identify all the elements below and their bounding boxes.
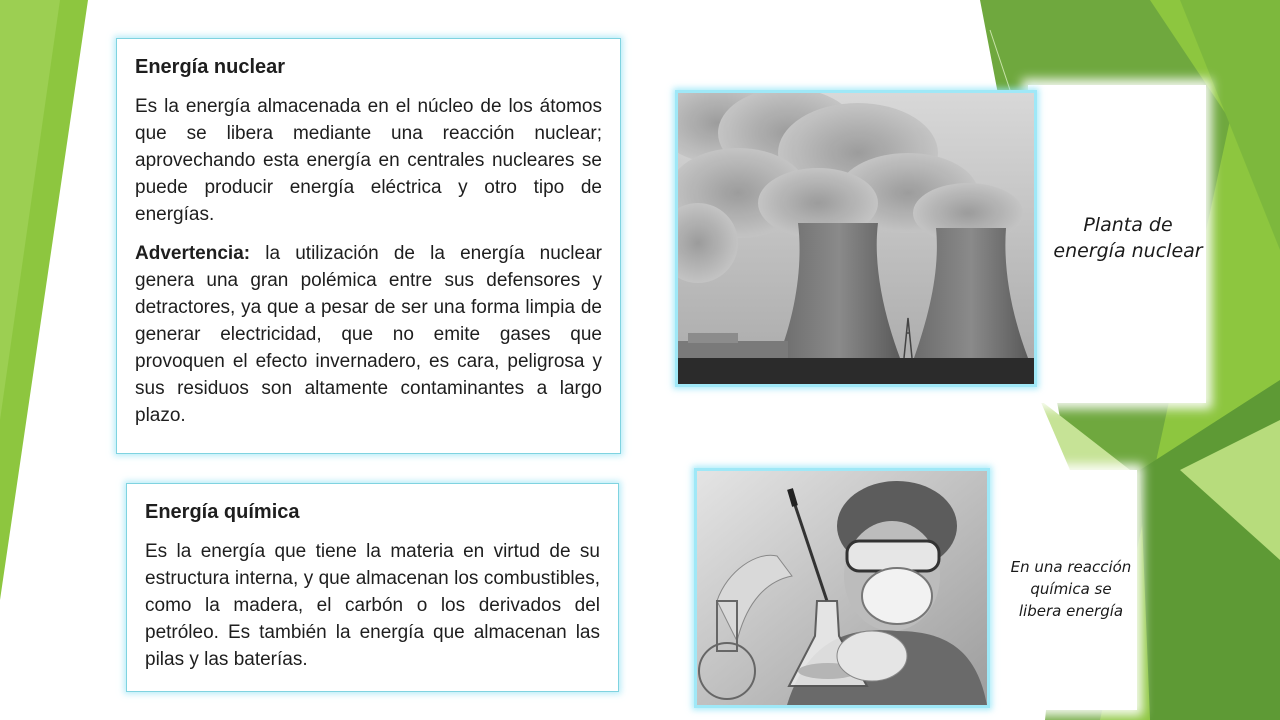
nuclear-caption <box>1040 212 1216 264</box>
scientist-icon <box>697 471 987 705</box>
nuclear-warning <box>135 240 602 429</box>
nuclear-heading: Energía nuclear <box>135 56 286 78</box>
nuclear-plant-photo <box>675 90 1037 387</box>
cooling-towers-icon <box>678 93 1034 384</box>
nuclear-paragraph: Es la energía almacenada en el núcleo de los átomos que se libera mediante una reacción nuclear; aprovechando esta energía en centrales nucleares se puede producir energía eléctrica y otro tipo de energías. <box>135 96 602 225</box>
chemical-caption-line1: En una reacción <box>1010 558 1132 576</box>
nuclear-caption-line1: Planta de <box>1083 214 1173 236</box>
warning-label: Advertencia: <box>135 243 251 264</box>
chemical-heading: Energía química <box>145 501 300 523</box>
chemical-textbox <box>126 483 619 692</box>
nuclear-caption-line2: energía nuclear <box>1053 240 1203 262</box>
chemical-caption-line2: química se <box>1030 580 1112 598</box>
nuclear-textbox <box>116 38 621 454</box>
lab-scientist-photo <box>694 468 990 708</box>
chemical-paragraph: Es la energía que tiene la materia en virtud de su estructura interna, y que almacenan los combustibles, como la madera, el carbón o los derivados del petróleo. Es también la energía que almacenan las pilas y las baterías. <box>145 541 600 670</box>
chemical-caption <box>996 556 1146 622</box>
warning-text: la utilización de la energía nuclear genera una gran polémica entre sus defensores y detractores, ya que a pesar de ser una forma limpia de generar electricidad, que no emite gases que provoquen el efecto invernadero, es cara, peligrosa y sus residuos son altamente contaminantes a largo plazo. <box>135 243 602 426</box>
chemical-caption-line3: libera energía <box>1018 602 1124 620</box>
